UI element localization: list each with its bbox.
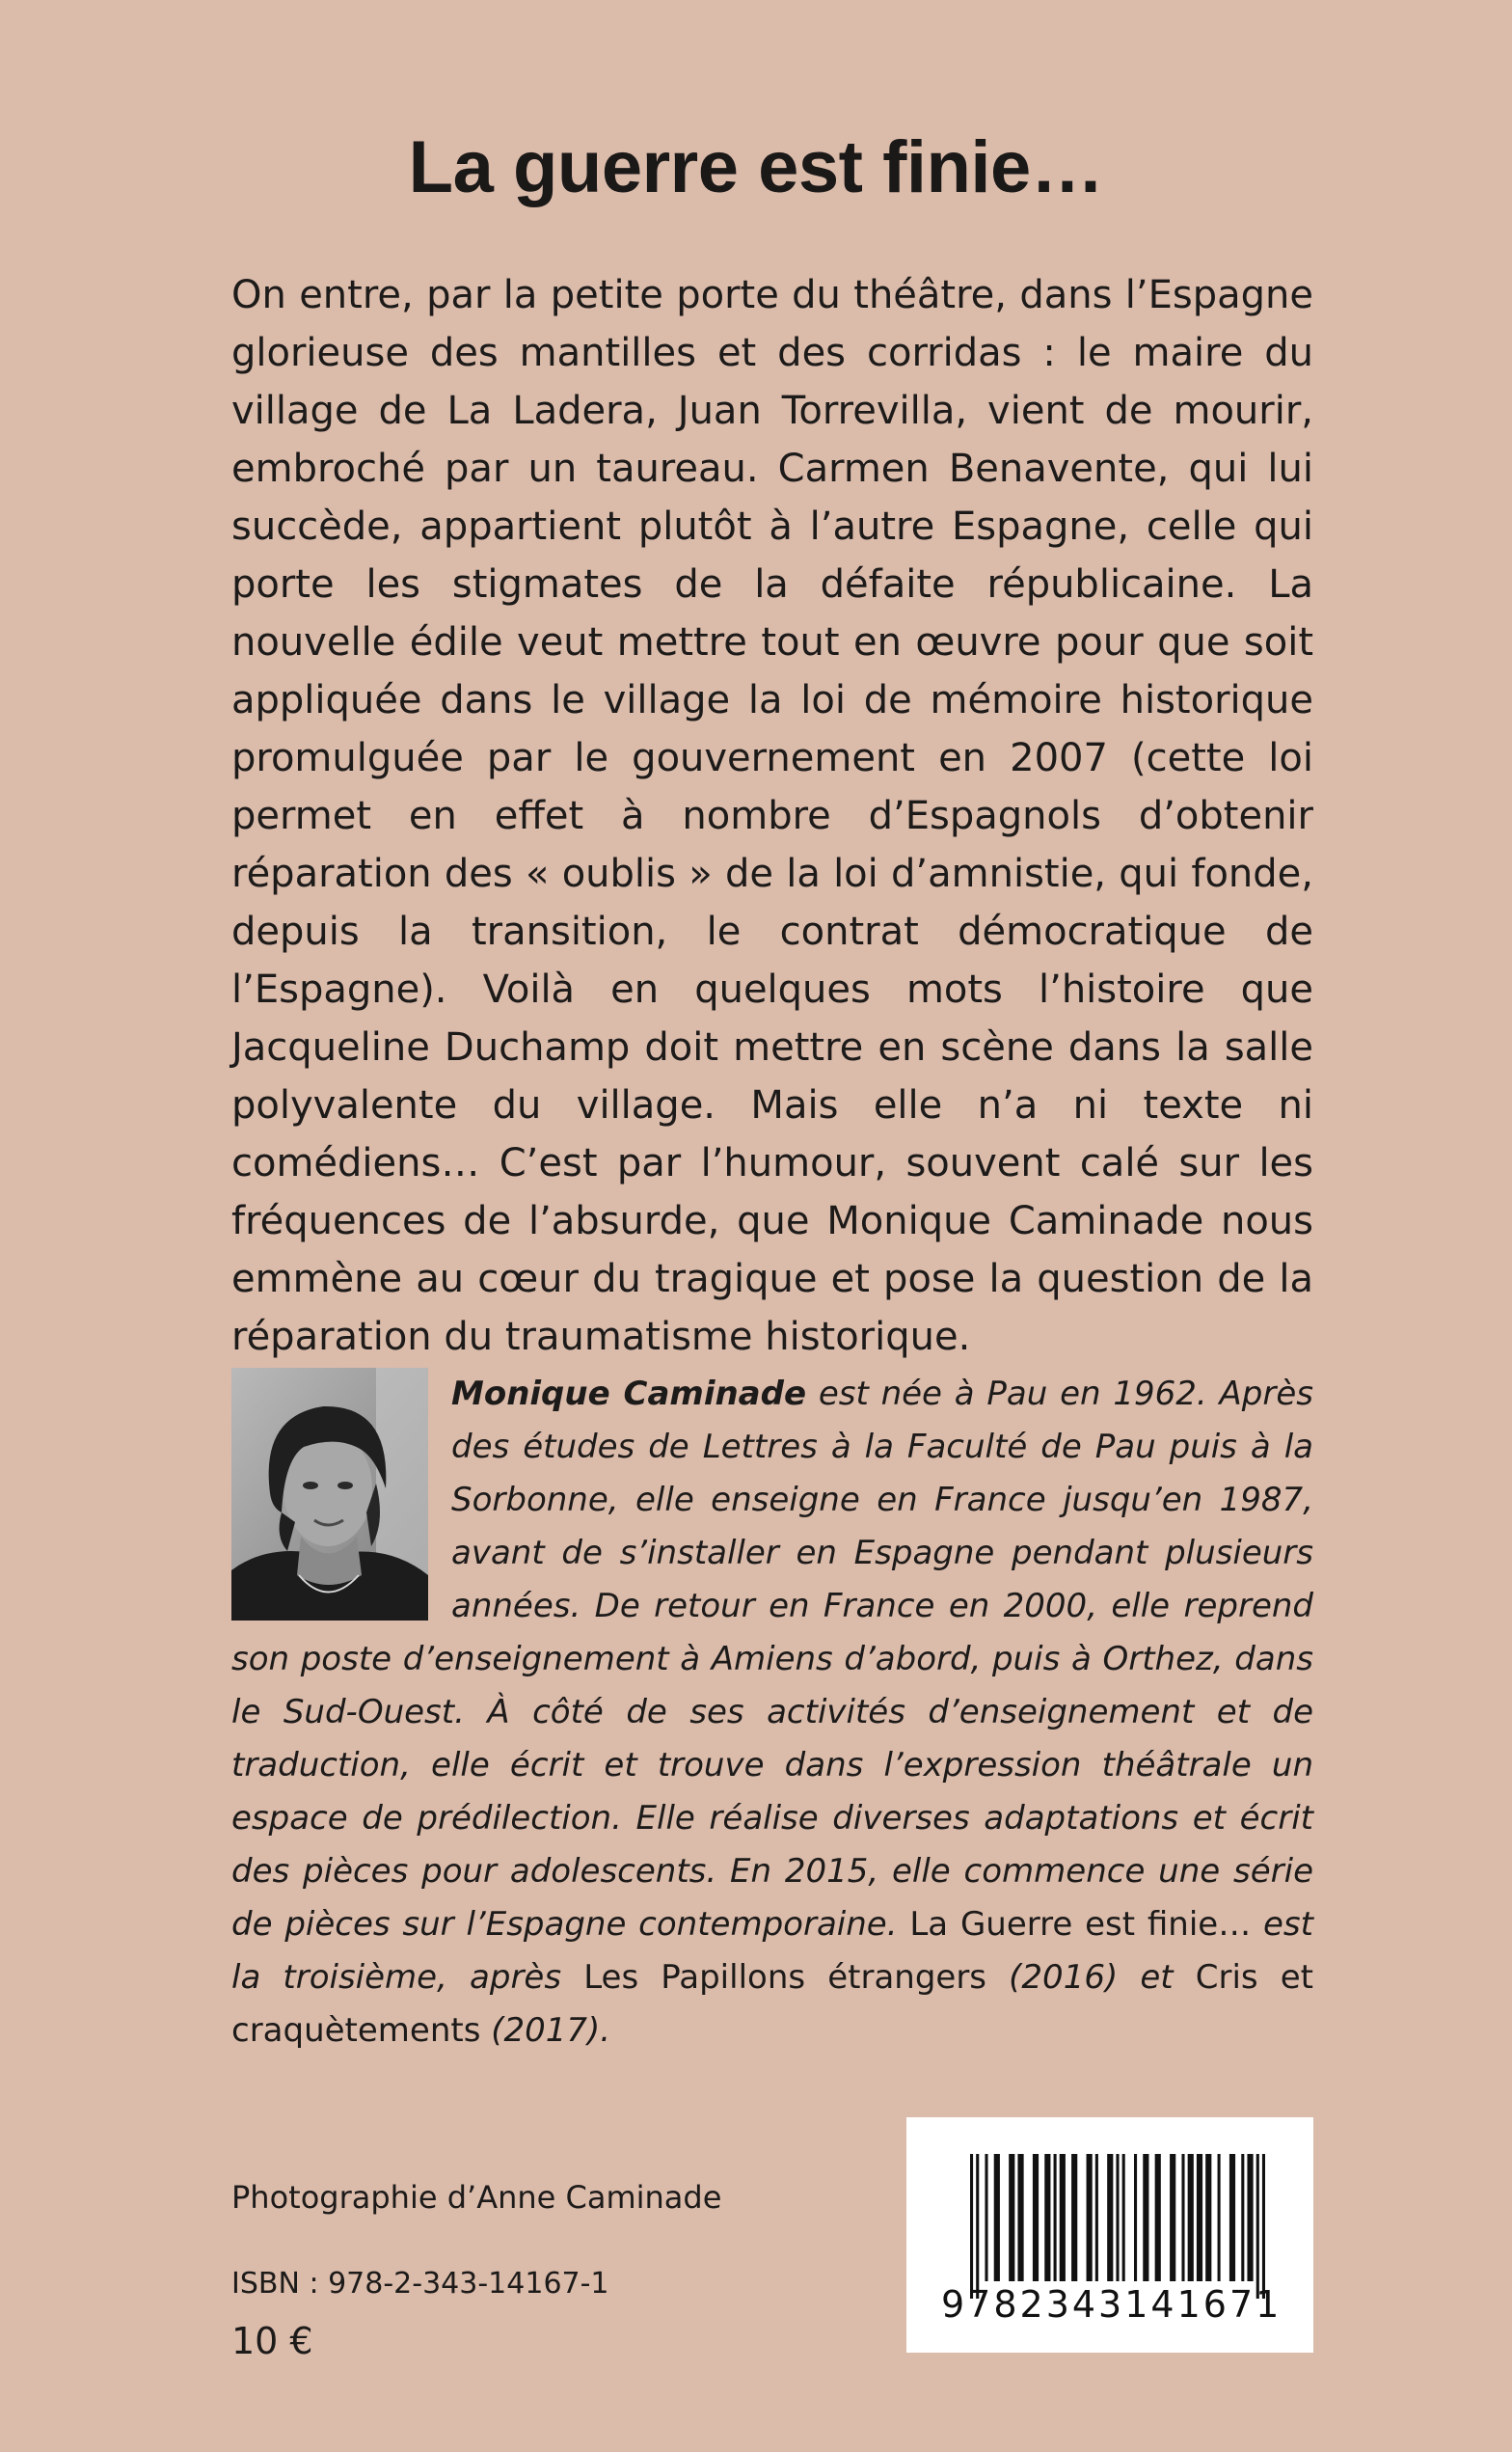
barcode-bar bbox=[1262, 2154, 1265, 2299]
barcode-bar bbox=[1054, 2154, 1057, 2281]
bio-work-title: Cris et craquètements bbox=[231, 1958, 1313, 2050]
barcode-bar bbox=[985, 2154, 987, 2281]
barcode-bar bbox=[1060, 2154, 1066, 2281]
barcode-digits: 9782343141671 bbox=[941, 2283, 1282, 2326]
barcode-bar bbox=[976, 2154, 979, 2299]
author-photo bbox=[231, 1368, 428, 1621]
barcode-bar bbox=[1009, 2154, 1014, 2281]
barcode-bar bbox=[1143, 2154, 1148, 2281]
bio-text: est née à Pau en 1962. Après des études de Lettres à la Faculté de Pau puis à la Sorbonne, elle enseigne en France jusqu’en 1987, avant de s’installer en Espagne pendant plusieurs années. De retour en France en 2000, elle reprend son poste d’enseignement à Amiens d’abord, puis à Orthez, dans le Sud-Ouest. À côté de ses activités d’enseignement et de traduction, elle écrit et trouve dans l’expression théâtrale un espace de prédilection. Elle réalise diverses adaptations et écrit des pièces pour adolescents. En 2015, elle commence une série de pièces sur l’Espagne contemporaine. bbox=[231, 1375, 1313, 1944]
barcode-bar bbox=[1197, 2154, 1202, 2281]
author-biography bbox=[231, 1368, 1313, 2057]
barcode-bar bbox=[994, 2154, 1000, 2281]
barcode-bar bbox=[1116, 2154, 1119, 2281]
barcode-bar bbox=[1181, 2154, 1184, 2281]
barcode-bar bbox=[1134, 2154, 1137, 2281]
barcode-bar bbox=[1229, 2154, 1235, 2281]
price: 10 € bbox=[231, 2320, 313, 2362]
barcode-bar bbox=[1155, 2154, 1161, 2281]
barcode-bar bbox=[1033, 2154, 1039, 2281]
bio-text: est la troisième, après bbox=[231, 1905, 1313, 1997]
barcode-bar bbox=[1044, 2154, 1050, 2281]
book-title: La guerre est finie… bbox=[408, 126, 1104, 208]
barcode-bar bbox=[1170, 2154, 1175, 2281]
barcode-bar bbox=[1071, 2154, 1077, 2281]
bio-work-title: La Guerre est finie… bbox=[897, 1905, 1252, 1944]
barcode-bar bbox=[1256, 2154, 1259, 2299]
barcode-bar bbox=[1241, 2154, 1244, 2281]
barcode-bar bbox=[1087, 2154, 1093, 2281]
barcode-bar bbox=[1107, 2154, 1113, 2281]
author-name: Monique Caminade bbox=[451, 1375, 807, 1413]
barcode-bar bbox=[1095, 2154, 1098, 2281]
barcode-bar bbox=[970, 2154, 973, 2299]
bio-text: (2017). bbox=[480, 2011, 611, 2050]
isbn: ISBN : 978-2-343-14167-1 bbox=[231, 2267, 609, 2301]
barcode-bar bbox=[1205, 2154, 1211, 2281]
bio-work-title: Les Papillons étrangers bbox=[583, 1958, 987, 1997]
back-cover-summary: On entre, par la petite porte du théâtre, dans l’Espagne glorieuse des mantilles et des corridas : le maire du village de La Ladera, Juan Torrevilla, vient de mourir, embroché par un taureau. Carmen Benavente, qui lui succède, appartient plutôt à l’autre Espagne, celle qui porte les stigmates de la défaite républicaine. La nouvelle édile veut mettre tout en œuvre pour que soit appliquée dans le village la loi de mémoire historique promulguée par le gouvernement en 2007 (cette loi permet en effet à nombre d’Espagnols d’obtenir réparation des « oublis » de la loi d’amnistie, qui fonde, depuis la transition, le contrat démocratique de l’Espagne). Voilà en quelques mots l’histoire que Jacqueline Duchamp doit mettre en scène dans la salle polyvalente du village. Mais elle n’a ni texte ni comédiens… C’est par l’humour, souvent calé sur les fréquences de l’absurde, que Monique Caminade nous emmène au cœur du tragique et pose la question de la réparation du traumatisme historique. bbox=[231, 273, 1313, 1359]
barcode-bar bbox=[1122, 2154, 1125, 2281]
barcode-bar bbox=[1218, 2154, 1221, 2281]
barcode-bar bbox=[1188, 2154, 1194, 2281]
barcode-bar bbox=[1247, 2154, 1253, 2281]
photo-credit: Photographie d’Anne Caminade bbox=[231, 2179, 722, 2216]
barcode-bar bbox=[1017, 2154, 1023, 2281]
barcode bbox=[906, 2117, 1313, 2353]
bio-text: (2016) et bbox=[986, 1958, 1196, 1997]
